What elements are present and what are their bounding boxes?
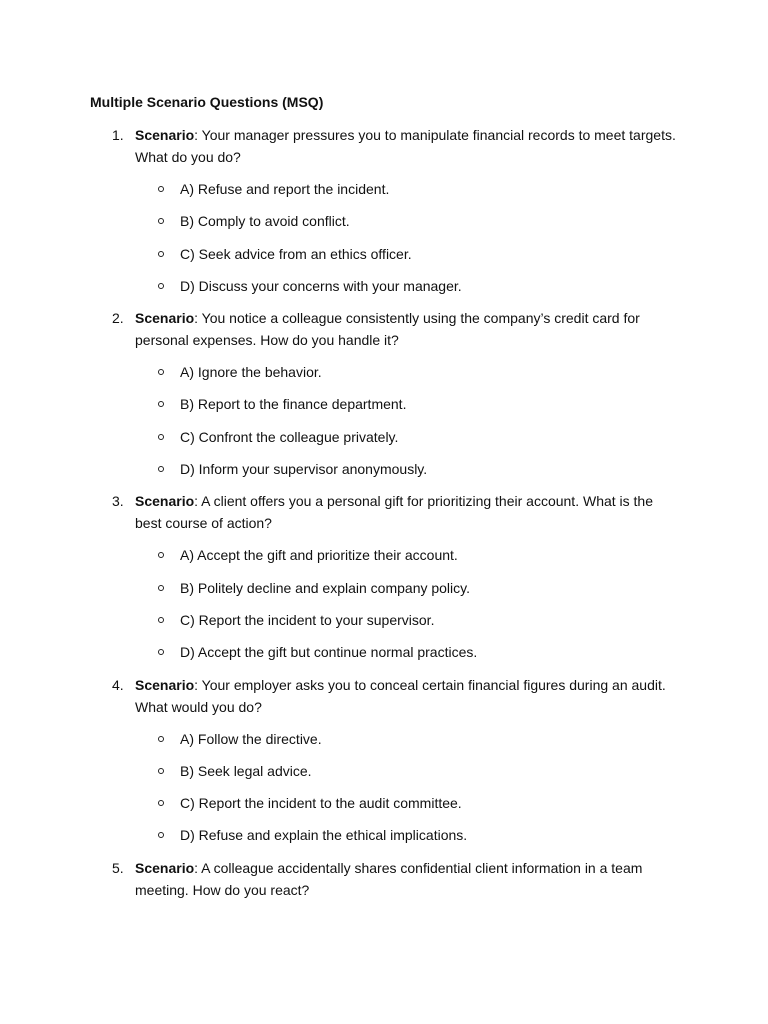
option-text: A) Accept the gift and prioritize their account. [180,547,458,564]
hollow-bullet-icon [158,251,164,257]
question-text [135,307,683,351]
question-body: : You notice a colleague consistently using the company’s credit card for personal expenses. How do you handle it? [135,310,640,349]
question-list [90,124,690,911]
option-list [90,361,690,480]
question-item [90,307,690,480]
hollow-bullet-icon [158,552,164,558]
hollow-bullet-icon [158,832,164,838]
question-body: : A client offers you a personal gift for prioritizing their account. What is the best course of action? [135,493,654,532]
question-text [135,857,683,901]
option-text: C) Report the incident to the audit committee. [180,795,462,812]
option-item [90,458,690,480]
question-item [90,490,690,663]
question-body: : Your manager pressures you to manipulate financial records to meet targets. What do you do? [135,127,676,165]
option-item [90,426,690,448]
question-number: 2. [112,310,124,327]
hollow-bullet-icon [158,649,164,655]
scenario-label: Scenario [135,493,195,510]
option-text: A) Refuse and report the incident. [180,181,390,197]
question-number: 1. [112,127,124,143]
option-text: D) Inform your supervisor anonymously. [180,461,428,478]
option-text: D) Discuss your concerns with your manager. [180,277,462,294]
question-item [90,124,690,297]
option-text: B) Comply to avoid conflict. [180,213,350,230]
question-body: : A colleague accidentally shares confidential client information in a team meeting. How do you react? [135,859,643,898]
scenario-label: Scenario [135,127,195,143]
option-text: C) Confront the colleague privately. [180,428,399,445]
hollow-bullet-icon [158,585,164,591]
scenario-label: Scenario [135,310,195,327]
option-list [90,178,690,297]
question-number: 5. [112,859,124,876]
hollow-bullet-icon [158,466,164,472]
option-text: C) Report the incident to your supervisor. [180,611,435,628]
option-item [90,544,690,566]
hollow-bullet-icon [158,617,164,623]
question-item [90,857,690,901]
option-text: B) Seek legal advice. [180,762,312,779]
question-text [135,124,683,168]
option-item [90,792,690,814]
question-body: : Your employer asks you to conceal certain financial figures during an audit. What would you do? [135,676,666,715]
hollow-bullet-icon [158,186,164,192]
option-text: A) Ignore the behavior. [180,364,322,381]
option-item [90,641,690,663]
option-item [90,760,690,782]
option-item [90,210,690,232]
document-title: Multiple Scenario Questions (MSQ) [90,94,324,110]
question-item [90,674,690,847]
option-text: D) Refuse and explain the ethical implications. [180,827,468,844]
option-item [90,609,690,631]
question-text [135,490,683,534]
hollow-bullet-icon [158,369,164,375]
option-text: B) Politely decline and explain company policy. [180,579,471,596]
option-item [90,393,690,415]
hollow-bullet-icon [158,434,164,440]
hollow-bullet-icon [158,736,164,742]
option-list [90,728,690,847]
option-item [90,824,690,846]
question-text [135,674,683,718]
question-number: 4. [112,676,124,693]
option-text: D) Accept the gift but continue normal practices. [180,644,478,661]
hollow-bullet-icon [158,218,164,224]
option-item [90,243,690,265]
option-text: A) Follow the directive. [180,730,322,747]
scenario-label: Scenario [135,676,195,693]
option-list [90,544,690,663]
hollow-bullet-icon [158,401,164,407]
option-text: B) Report to the finance department. [180,396,407,413]
option-item [90,361,690,383]
scenario-label: Scenario [135,859,195,876]
hollow-bullet-icon [158,768,164,774]
hollow-bullet-icon [158,283,164,289]
option-item [90,275,690,297]
hollow-bullet-icon [158,800,164,806]
option-item [90,577,690,599]
option-text: C) Seek advice from an ethics officer. [180,245,412,262]
option-item [90,178,690,200]
option-item [90,728,690,750]
question-number: 3. [112,493,124,510]
